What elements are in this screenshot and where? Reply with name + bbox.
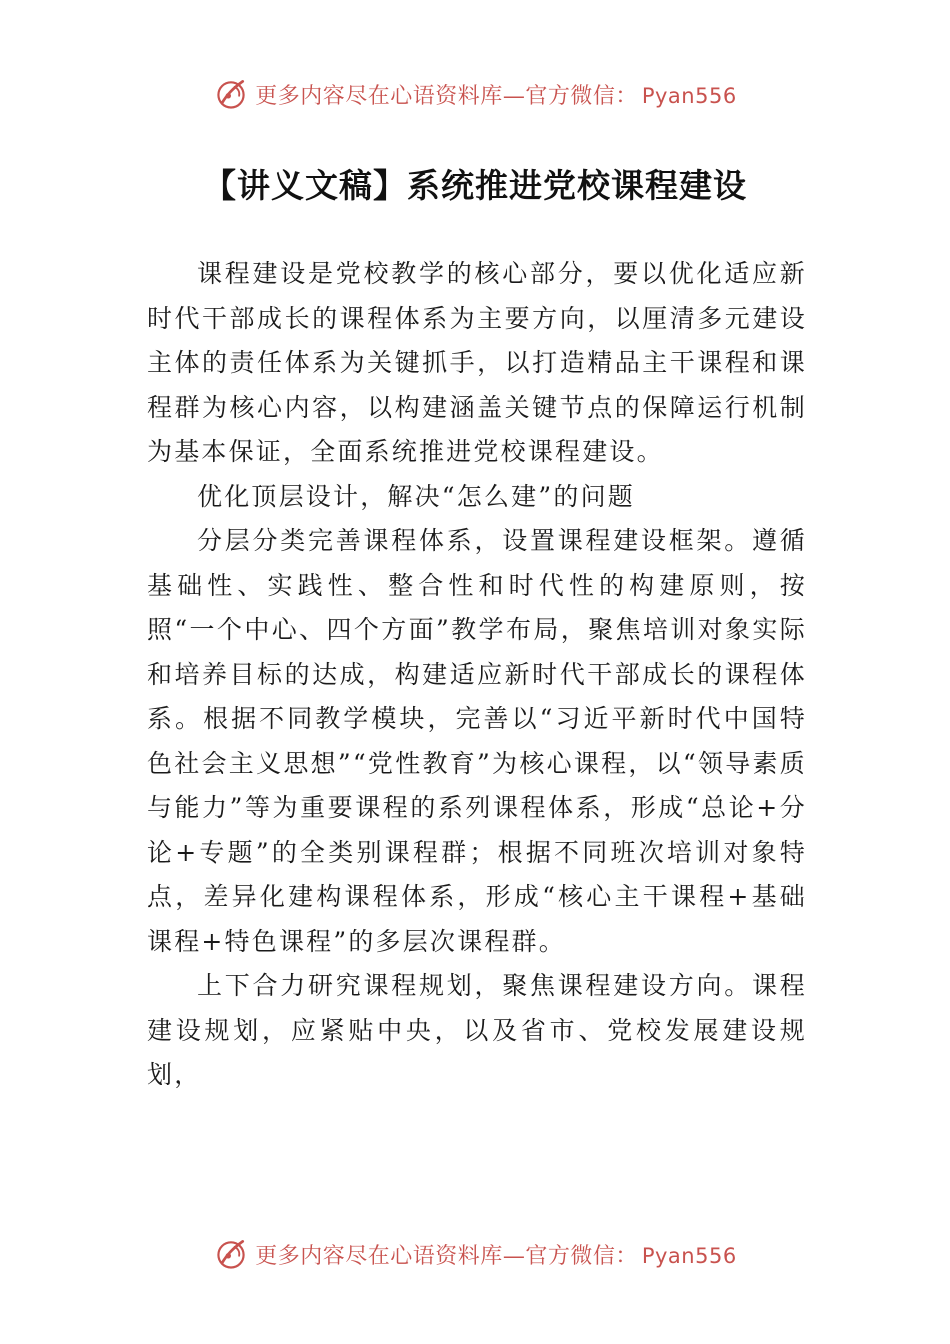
paragraph-intro: 课程建设是党校教学的核心部分，要以优化适应新时代干部成长的课程体系为主要方向，以厘清多元建设主体的责任体系为关键抓手，以打造精品主干课程和课程群为核心内容，以构建涵盖关键节点的保障运行机制为基本保证，全面系统推进党校课程建设。 xyxy=(147,259,807,466)
banner-text xyxy=(255,79,736,110)
footer-banner xyxy=(0,1232,950,1276)
document-body xyxy=(147,252,807,1098)
banner-text xyxy=(255,1239,736,1270)
paragraph-curriculum-system: 分层分类完善课程体系，设置课程建设框架。遵循基础性、实践性、整合性和时代性的构建原则，按照“一个中心、四个方面”教学布局，聚焦培训对象实际和培养目标的达成，构建适应新时代干部成长的课程体系。根据不同教学模块，完善以“习近平新时代中国特色社会主义思想”“党性教育”为核心课程，以“领导素质与能力”等为重要课程的系列课程体系，形成“总论+分论+专题”的全类别课程群；根据不同班次培训对象特点，差异化建构课程体系，形成“核心主干课程+基础课程+特色课程”的多层次课程群。 xyxy=(147,526,807,956)
banner-site-name: 更多内容尽在心语资料库 xyxy=(255,83,503,109)
banner-wechat-id: Pyan556 xyxy=(641,1243,737,1268)
logo-icon xyxy=(213,76,249,112)
section-heading: 优化顶层设计，解决“怎么建”的问题 xyxy=(197,481,635,511)
banner-separator: — xyxy=(502,1243,526,1269)
header-banner xyxy=(0,72,950,116)
banner-separator: — xyxy=(502,83,526,109)
banner-wechat-label: 官方微信： xyxy=(525,83,638,109)
paragraph-curriculum-planning: 上下合力研究课程规划，聚焦课程建设方向。课程建设规划，应紧贴中央，以及省市、党校发展建设规划， xyxy=(147,971,807,1089)
banner-site-name: 更多内容尽在心语资料库 xyxy=(255,1243,503,1269)
document-title: 【讲义文稿】系统推进党校课程建设 xyxy=(203,166,747,205)
banner-wechat-id: Pyan556 xyxy=(641,83,737,108)
logo-icon xyxy=(213,1236,249,1272)
banner-wechat-label: 官方微信： xyxy=(525,1243,638,1269)
